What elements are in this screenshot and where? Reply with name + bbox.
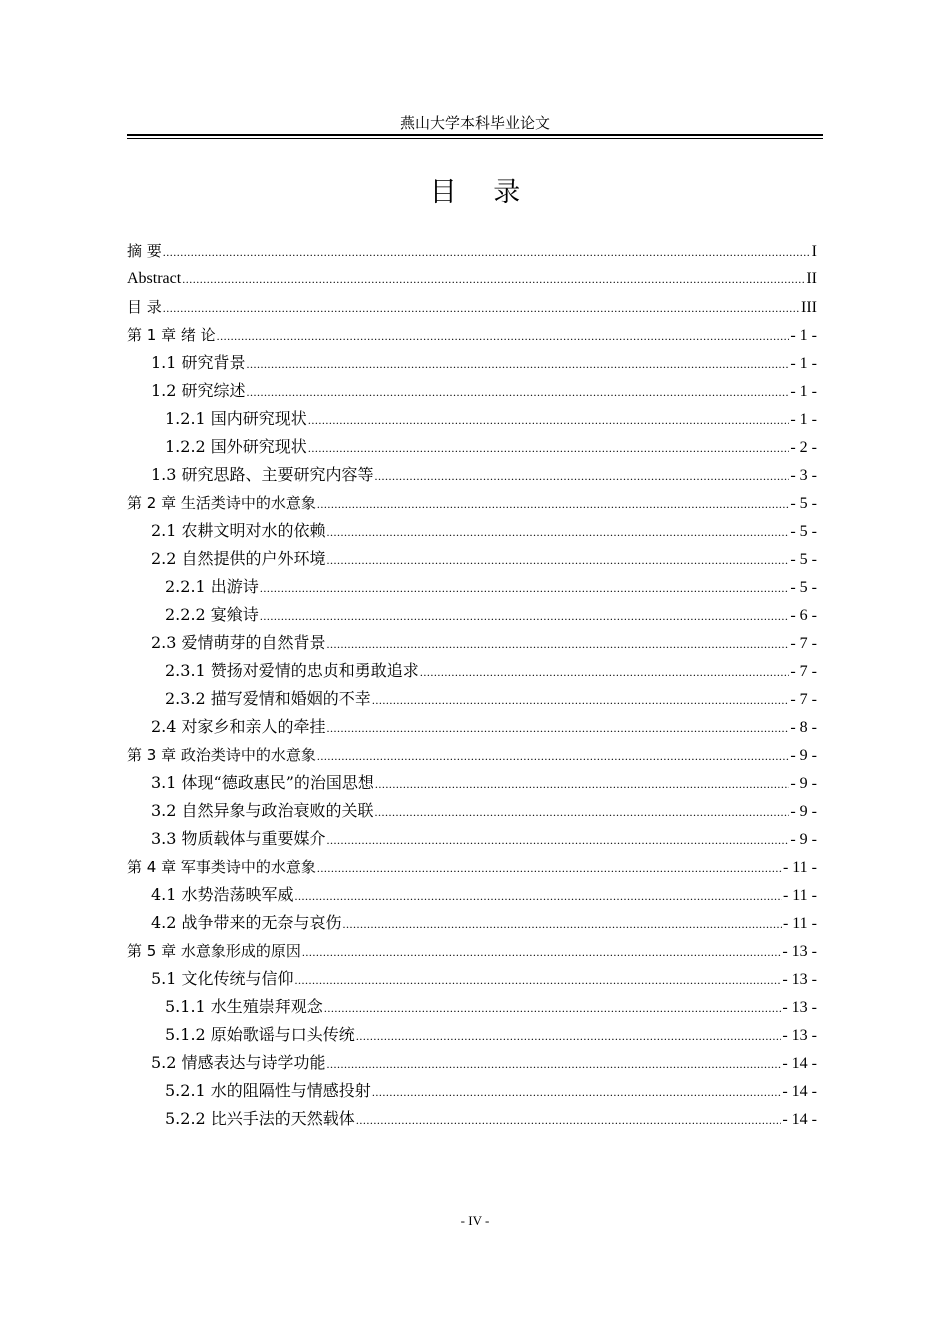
toc-dot-leader (182, 265, 805, 293)
toc-entry-page: - 14 - (782, 1083, 817, 1100)
toc-entry-label: 2.3.2 描写爱情和婚姻的不幸 (165, 689, 371, 708)
toc-entry-page: - 1 - (790, 355, 817, 372)
toc-entry[interactable] (127, 853, 817, 881)
toc-entry-label: 1.2 研究综述 (151, 381, 246, 400)
toc-entry-label: 摘 要 (127, 242, 162, 260)
toc-entry-label: 1.2.2 国外研究现状 (165, 437, 307, 456)
toc-dot-leader (163, 294, 800, 321)
header-rule-thin (127, 138, 823, 139)
toc-entry-page: - 14 - (782, 1111, 817, 1128)
toc-entry[interactable] (127, 629, 817, 657)
toc-dot-leader (372, 686, 790, 713)
toc-entry-label: 1.1 研究背景 (151, 353, 246, 372)
toc-entry-page: - 11 - (782, 859, 817, 876)
toc-entry-page: - 5 - (790, 495, 817, 512)
toc-entry-page: - 3 - (790, 467, 817, 484)
toc-entry-label: 2.3 爱情萌芽的自然背景 (151, 633, 326, 652)
toc-dot-leader (375, 798, 790, 825)
toc-entry-label: 2.1 农耕文明对水的依赖 (151, 521, 326, 540)
toc-entry[interactable] (127, 909, 817, 937)
toc-entry[interactable] (127, 433, 817, 461)
toc-dot-leader (260, 574, 790, 601)
toc-entry-label: 2.2.1 出游诗 (165, 577, 259, 596)
toc-dot-leader (375, 462, 790, 489)
toc-entry-label: 2.2.2 宴飨诗 (165, 605, 259, 624)
toc-entry-page: - 13 - (782, 971, 817, 988)
toc-entry-label: 4.1 水势浩荡映军威 (151, 885, 294, 904)
toc-entry-label: 目 录 (127, 298, 162, 316)
toc-entry[interactable] (127, 825, 817, 853)
toc-entry[interactable] (127, 461, 817, 489)
toc-entry-label: 5.1 文化传统与信仰 (151, 969, 294, 988)
toc-entry-page: - 14 - (782, 1055, 817, 1072)
toc-entry-page: II (806, 270, 817, 287)
toc-entry-label: 5.2.2 比兴手法的天然载体 (165, 1109, 355, 1128)
toc-entry-label: 第 1 章 绪 论 (127, 326, 216, 344)
toc-dot-leader (317, 742, 789, 769)
toc-entry[interactable] (127, 797, 817, 825)
toc-entry[interactable] (127, 293, 817, 321)
table-of-contents (127, 237, 817, 1133)
toc-dot-leader (163, 238, 811, 265)
toc-entry-page: - 6 - (790, 607, 817, 624)
toc-entry-label: 5.2 情感表达与诗学功能 (151, 1053, 326, 1072)
toc-entry[interactable] (127, 937, 817, 965)
toc-entry-page: - 8 - (790, 719, 817, 736)
toc-entry-label: 5.2.1 水的阻隔性与情感投射 (165, 1081, 371, 1100)
toc-dot-leader (217, 322, 790, 349)
toc-entry-label: 5.1.1 水生殖崇拜观念 (165, 997, 323, 1016)
toc-entry[interactable] (127, 489, 817, 517)
toc-entry-page: - 9 - (790, 775, 817, 792)
toc-dot-leader (343, 910, 782, 937)
toc-entry-page: - 13 - (782, 943, 817, 960)
toc-entry-label: 2.4 对家乡和亲人的牵挂 (151, 717, 326, 736)
toc-entry-label: 5.1.2 原始歌谣与口头传统 (165, 1025, 355, 1044)
header-rule-thick (127, 134, 823, 136)
toc-entry[interactable] (127, 993, 817, 1021)
toc-entry-label: 3.2 自然异象与政治衰败的关联 (151, 801, 374, 820)
toc-entry-page: III (801, 299, 817, 316)
toc-entry-page: - 9 - (790, 831, 817, 848)
toc-entry-page: - 1 - (790, 383, 817, 400)
toc-entry-page: - 2 - (790, 439, 817, 456)
toc-dot-leader (295, 882, 782, 909)
toc-entry[interactable] (127, 1021, 817, 1049)
toc-entry[interactable] (127, 657, 817, 685)
toc-entry[interactable] (127, 517, 817, 545)
toc-dot-leader (317, 490, 789, 517)
toc-entry[interactable] (127, 881, 817, 909)
toc-entry[interactable] (127, 769, 817, 797)
toc-entry-page: - 7 - (790, 635, 817, 652)
toc-dot-leader (327, 518, 790, 545)
toc-entry[interactable] (127, 237, 817, 265)
toc-entry[interactable] (127, 265, 817, 293)
toc-entry-page: - 13 - (782, 999, 817, 1016)
page-header: 燕山大学本科毕业论文 (399, 114, 550, 132)
toc-entry-label: 第 5 章 水意象形成的原因 (127, 942, 301, 960)
toc-entry-page: - 9 - (790, 747, 817, 764)
toc-entry-page: - 11 - (782, 887, 817, 904)
toc-entry-label: 1.3 研究思路、主要研究内容等 (151, 465, 374, 484)
toc-entry[interactable] (127, 741, 817, 769)
toc-dot-leader (356, 1106, 782, 1133)
header-rule (127, 134, 823, 139)
toc-entry[interactable] (127, 573, 817, 601)
toc-entry[interactable] (127, 601, 817, 629)
toc-entry[interactable] (127, 321, 817, 349)
toc-dot-leader (372, 1078, 782, 1105)
toc-entry-page: - 11 - (782, 915, 817, 932)
toc-entry-label: 1.2.1 国内研究现状 (165, 409, 307, 428)
toc-dot-leader (327, 826, 790, 853)
toc-dot-leader (327, 1050, 782, 1077)
toc-entry-page: I (811, 243, 817, 260)
toc-dot-leader (327, 714, 790, 741)
toc-dot-leader (324, 994, 782, 1021)
toc-dot-leader (247, 378, 790, 405)
toc-entry-label: 2.3.1 赞扬对爱情的忠贞和勇敢追求 (165, 661, 419, 680)
toc-dot-leader (420, 658, 790, 685)
toc-entry-label: 3.3 物质载体与重要媒介 (151, 829, 326, 848)
toc-dot-leader (356, 1022, 782, 1049)
toc-dot-leader (327, 546, 790, 573)
toc-entry[interactable] (127, 713, 817, 741)
toc-entry-page: - 1 - (790, 411, 817, 428)
toc-entry-page: - 5 - (790, 551, 817, 568)
toc-dot-leader (295, 966, 782, 993)
toc-dot-leader (302, 938, 781, 965)
toc-dot-leader (308, 434, 790, 461)
toc-dot-leader (247, 350, 790, 377)
toc-entry-page: - 7 - (790, 663, 817, 680)
toc-entry-label: 第 2 章 生活类诗中的水意象 (127, 494, 316, 512)
toc-entry-label: 4.2 战争带来的无奈与哀伤 (151, 913, 342, 932)
toc-entry[interactable] (127, 377, 817, 405)
toc-entry[interactable] (127, 965, 817, 993)
toc-entry-label: 第 4 章 军事类诗中的水意象 (127, 858, 316, 876)
toc-entry-page: - 9 - (790, 803, 817, 820)
toc-entry[interactable] (127, 1077, 817, 1105)
toc-dot-leader (375, 770, 789, 797)
toc-entry[interactable] (127, 1049, 817, 1077)
toc-dot-leader (260, 602, 790, 629)
toc-entry-label: 2.2 自然提供的户外环境 (151, 549, 326, 568)
toc-entry[interactable] (127, 685, 817, 713)
toc-dot-leader (308, 406, 790, 433)
toc-entry-label: 第 3 章 政治类诗中的水意象 (127, 746, 316, 764)
toc-dot-leader (317, 854, 782, 881)
toc-entry[interactable] (127, 545, 817, 573)
toc-entry-page: - 1 - (790, 327, 817, 344)
toc-entry[interactable] (127, 1105, 817, 1133)
page-number: - IV - (460, 1213, 490, 1228)
toc-entry-page: - 5 - (790, 523, 817, 540)
toc-entry-page: - 7 - (790, 691, 817, 708)
toc-entry-label: Abstract (127, 270, 182, 287)
toc-entry-label: 3.1 体现“德政惠民”的治国思想 (151, 773, 374, 792)
toc-entry-page: - 5 - (790, 579, 817, 596)
toc-entry[interactable] (127, 405, 817, 433)
toc-dot-leader (327, 630, 790, 657)
toc-entry-page: - 13 - (782, 1027, 817, 1044)
toc-entry[interactable] (127, 349, 817, 377)
toc-title: 目 录 (429, 177, 535, 208)
